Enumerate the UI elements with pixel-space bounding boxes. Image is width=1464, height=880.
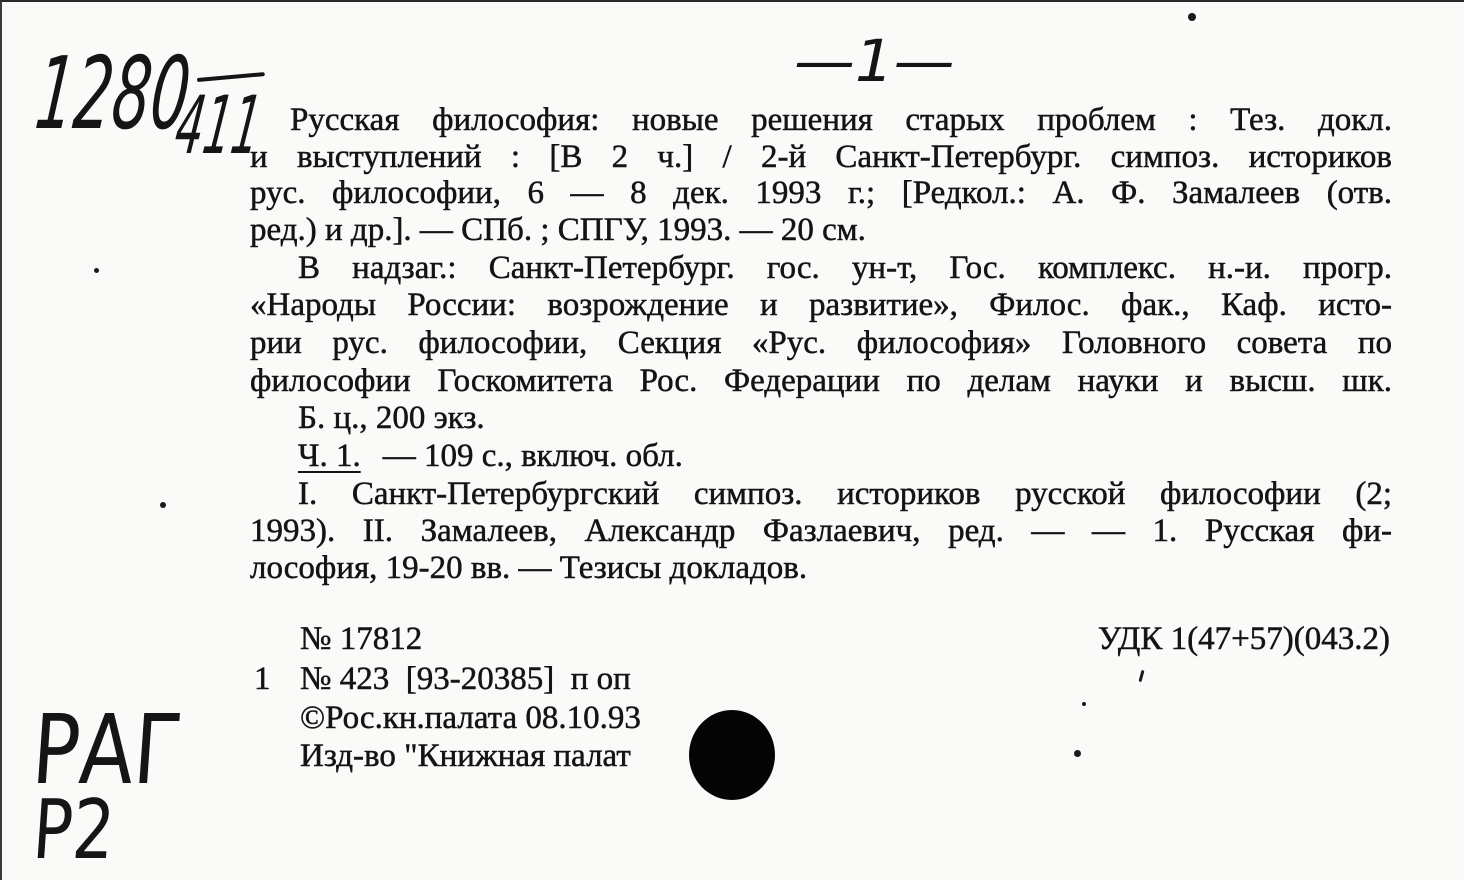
handwritten-shelf-number-bottom: 411: [169, 79, 267, 172]
entry-note-line: «Народы России: возрождение и развитие», Филос. фак., Каф. исто-: [250, 287, 1392, 323]
scan-speck: [1074, 750, 1081, 757]
registration-number: № 423 [93-20385] п оп: [300, 661, 631, 697]
entry-note-line: философии Госкомитета Рос. Федерации по делам науки и высш. шк.: [250, 363, 1392, 399]
entry-price-and-run: Б. ц., 200 экз.: [298, 400, 485, 436]
udc-code: УДК 1(47+57)(043.2): [1097, 621, 1390, 657]
entry-note-line: рии рус. философии, Секция «Рус. философия» Головного совета по: [250, 325, 1392, 361]
card-number: № 17812: [300, 621, 423, 657]
entry-part: [298, 437, 1392, 475]
entry-tracing-line: 1993). II. Замалеев, Александр Фазлаевич, ред. — — 1. Русская фи-: [250, 513, 1392, 549]
publisher-line: Изд-во "Книжная палат: [300, 738, 631, 774]
entry-heading-line: ред.) и др.]. — СПб. ; СПГУ, 1993. — 20 см.: [250, 212, 866, 248]
scan-speck: [160, 502, 166, 508]
scan-speck: [1188, 13, 1196, 21]
entry-note-line: В надзаг.: Санкт-Петербург. гос. ун-т, Гос. комплекс. н.-и. прогр.: [298, 250, 1392, 286]
handwritten-shelf-number-top: 1280: [30, 35, 196, 152]
scan-speck: [1138, 670, 1144, 682]
entry-part-label: Ч. 1.: [298, 438, 361, 474]
entry-tracing-line: I. Санкт-Петербургский симпоз. историков русской философии (2;: [298, 476, 1392, 512]
copyright-line: ©Рос.кн.палата 08.10.93: [300, 700, 641, 736]
entry-tracing-line: лософия, 19-20 вв. — Тезисы докладов.: [250, 550, 808, 586]
entry-heading-line: рус. философии, 6 — 8 дек. 1993 г.; [Редкол.: А. Ф. Замалеев (отв.: [250, 175, 1392, 211]
scan-speck: [94, 268, 99, 273]
entry-heading-line: и выступлений : [В 2 ч.] / 2-й Санкт-Петербург. симпоз. историков: [250, 139, 1392, 175]
entry-part-extent: — 109 с., включ. обл.: [382, 438, 683, 474]
hole-punch: [689, 710, 775, 800]
handwritten-card-sequence: —1—: [794, 27, 955, 95]
handwritten-location-code-2: Р2: [29, 783, 118, 878]
entry-heading-line: Русская философия: новые решения старых проблем : Тез. докл.: [290, 102, 1392, 138]
copies-count: 1: [254, 661, 271, 697]
handwritten-location-code-1: РАГ: [28, 694, 186, 806]
scan-speck: [1082, 702, 1086, 706]
